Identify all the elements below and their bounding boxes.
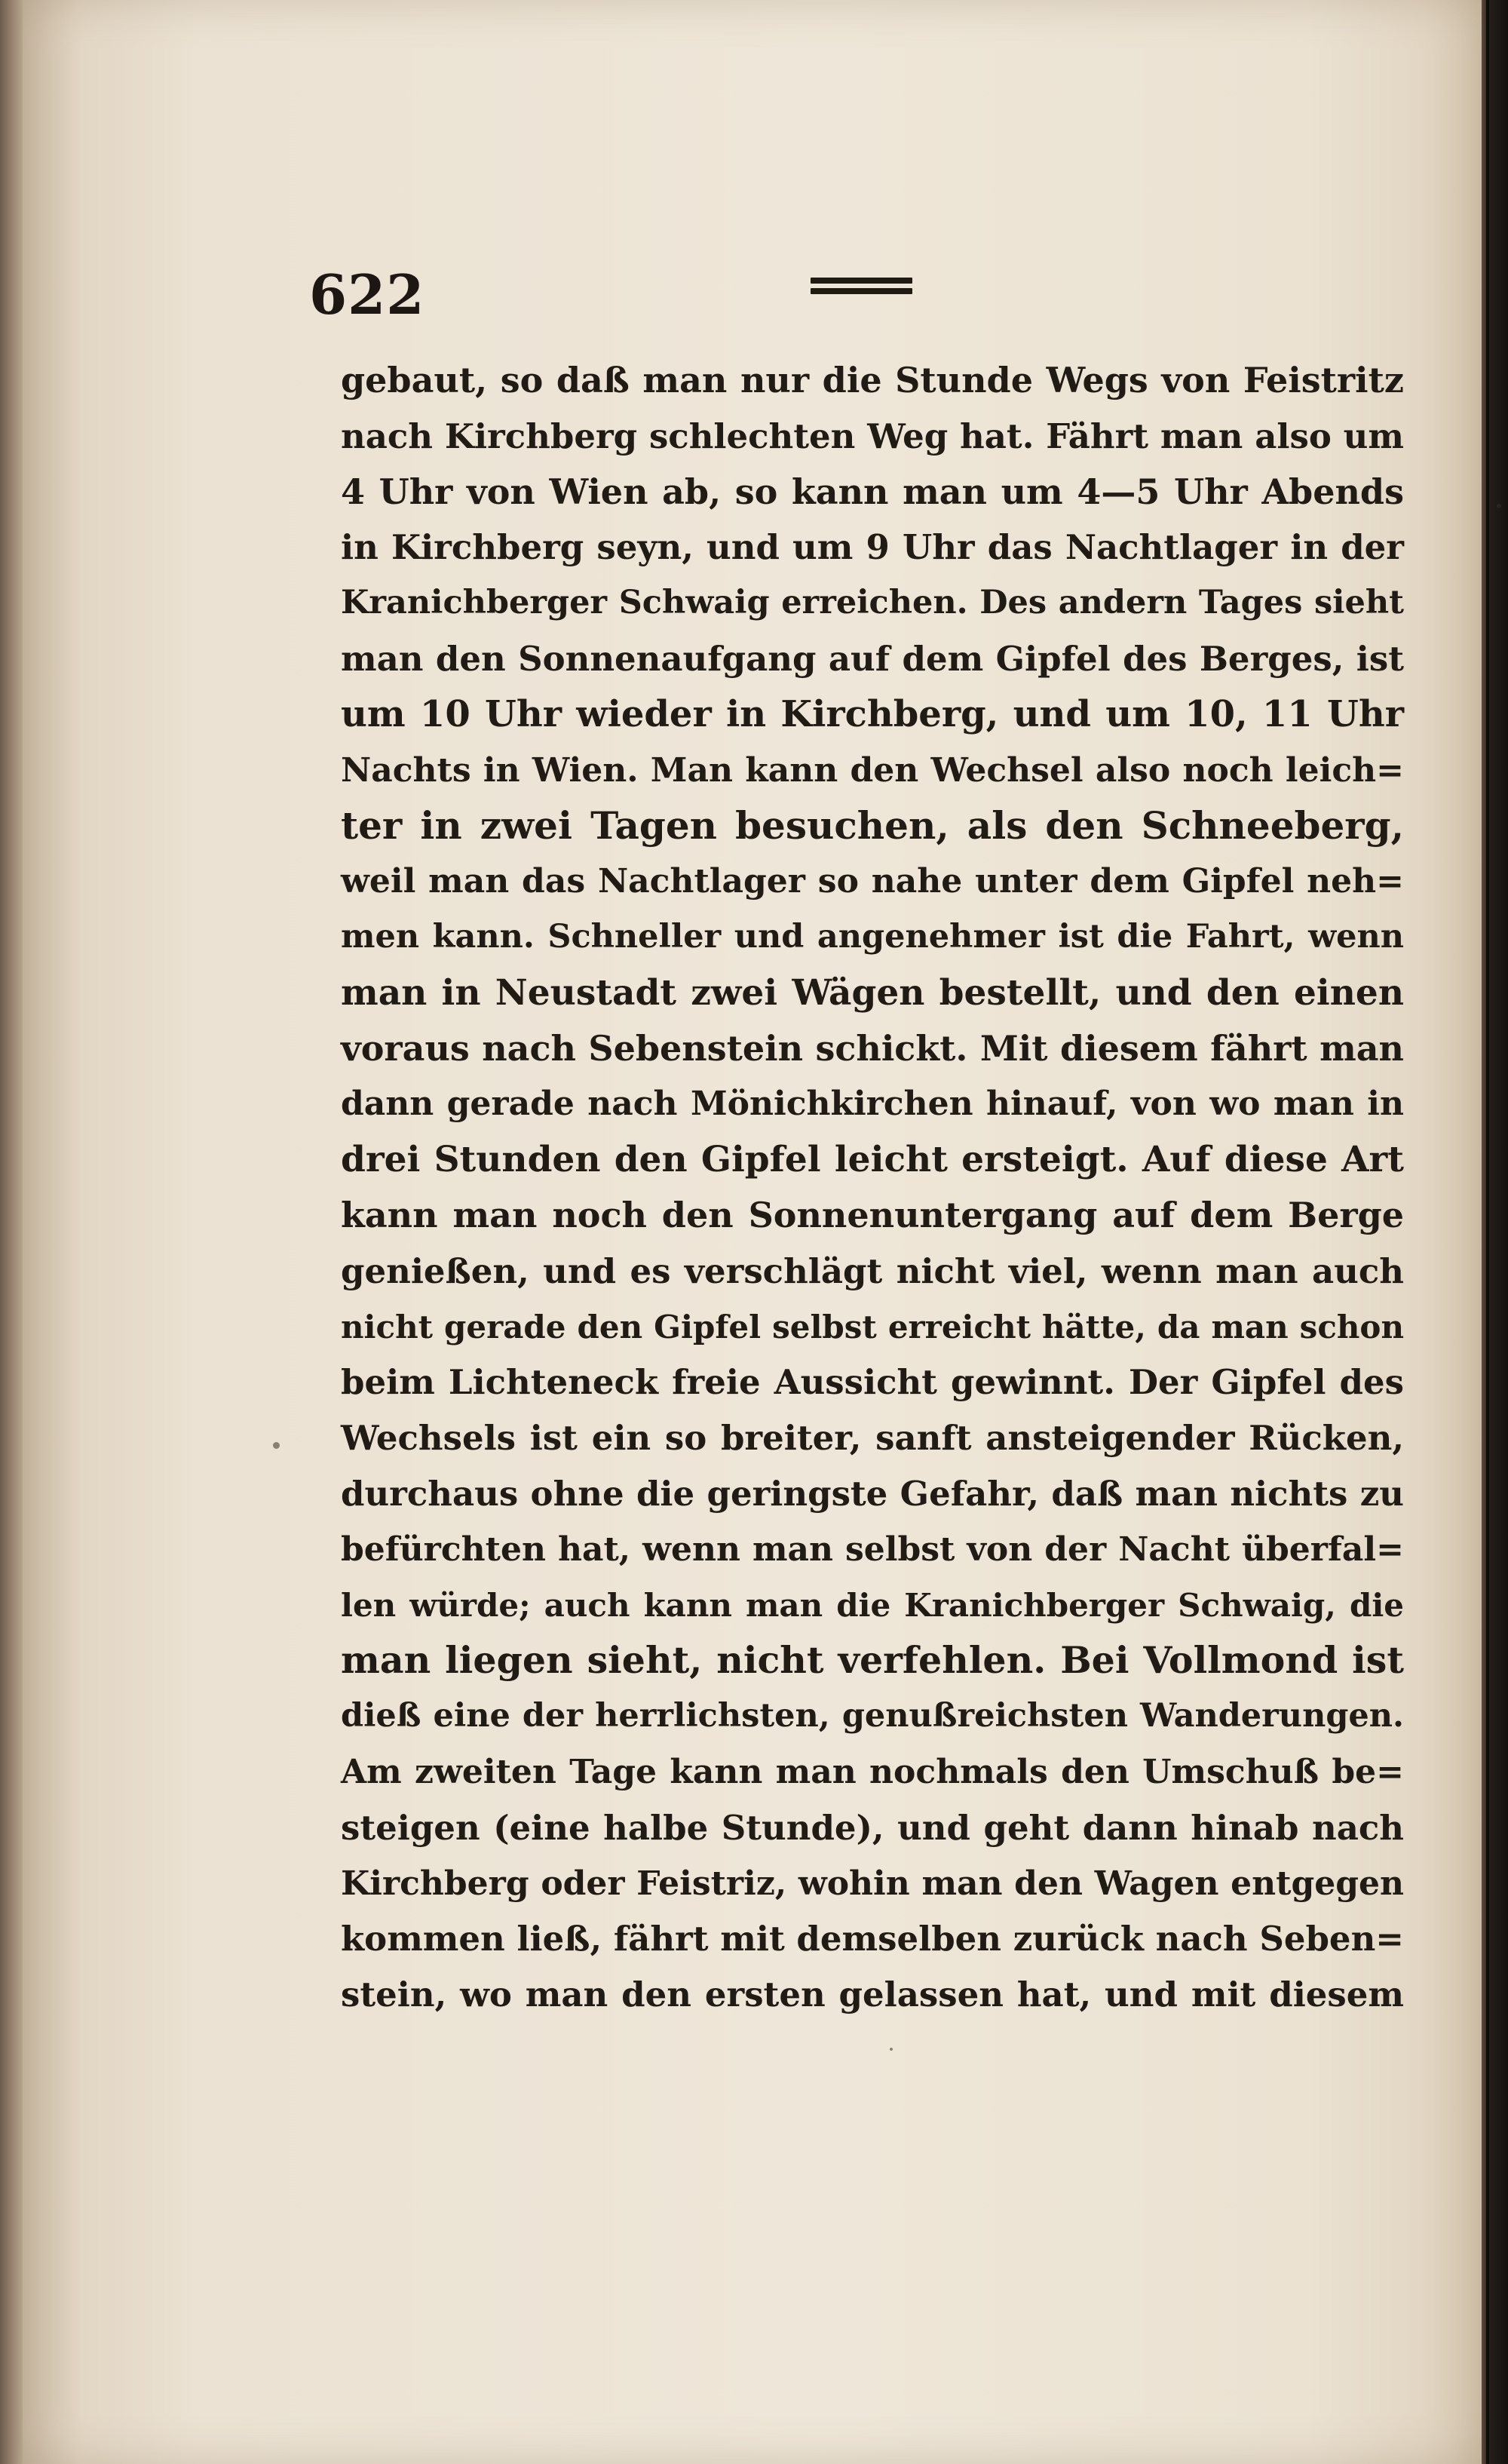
text-line: weil man das Nachtlager so nahe unter dem Gipfel neh= bbox=[341, 862, 1404, 901]
text-line: len würde; auch kann man die Kranichberger Schwaig, die bbox=[341, 1586, 1404, 1624]
paper-speck bbox=[1497, 504, 1501, 508]
text-line: dann gerade nach Mönichkirchen hinauf, von wo man in bbox=[341, 1085, 1404, 1124]
page-number: 622 bbox=[309, 262, 425, 327]
text-line: Kirchberg oder Feistriz, wohin man den Wagen entgegen bbox=[341, 1864, 1404, 1903]
text-line: 4 Uhr von Wien ab, so kann man um 4—5 Uhr Abends bbox=[341, 471, 1404, 512]
text-line: Nachts in Wien. Man kann den Wechsel also noch leich= bbox=[341, 750, 1404, 790]
text-line: man liegen sieht, nicht verfehlen. Bei Vollmond ist bbox=[341, 1638, 1404, 1683]
text-line: Kranichberger Schwaig erreichen. Des andern Tages sieht bbox=[341, 584, 1404, 622]
paper-speck bbox=[890, 2048, 893, 2051]
text-line: in Kirchberg seyn, und um 9 Uhr das Nachtlager in der bbox=[341, 527, 1404, 568]
header-rule-bar bbox=[811, 278, 912, 284]
text-line: voraus nach Sebenstein schickt. Mit diesem fährt man bbox=[341, 1027, 1404, 1069]
text-line: steigen (eine halbe Stunde), und geht dann hinab nach bbox=[341, 1807, 1404, 1848]
text-line: kommen ließ, fährt mit demselben zurück nach Seben= bbox=[341, 1919, 1404, 1959]
text-line: men kann. Schneller und angenehmer ist die Fahrt, wenn bbox=[341, 917, 1404, 956]
text-line: stein, wo man den ersten gelassen hat, und mit diesem bbox=[341, 1975, 1404, 2015]
text-line: genießen, und es verschlägt nicht viel, wenn man auch bbox=[341, 1250, 1404, 1291]
text-line: beim Lichteneck freie Aussicht gewinnt. Der Gipfel des bbox=[341, 1362, 1404, 1403]
body-text bbox=[341, 353, 1404, 2023]
text-line: durchaus ohne die geringste Gefahr, daß man nichts zu bbox=[341, 1473, 1404, 1514]
paper-speck bbox=[273, 1442, 280, 1449]
book-spine-edge bbox=[0, 0, 23, 2464]
text-line: nach Kirchberg schlechten Weg hat. Fährt man also um bbox=[341, 416, 1404, 456]
header-rule-ornament bbox=[811, 278, 912, 297]
text-line: kann man noch den Sonnenuntergang auf dem Berge bbox=[341, 1194, 1404, 1235]
page-gutter-shadow bbox=[1482, 0, 1508, 2464]
text-line: man in Neustadt zwei Wägen bestellt, und den einen bbox=[341, 971, 1404, 1014]
text-line: Wechsels ist ein so breiter, sanft ansteigender Rücken, bbox=[341, 1418, 1404, 1459]
text-line: nicht gerade den Gipfel selbst erreicht hätte, da man schon bbox=[341, 1308, 1404, 1346]
text-line: gebaut, so daß man nur die Stunde Wegs von Feistritz bbox=[341, 360, 1404, 400]
text-line: man den Sonnenaufgang auf dem Gipfel des Berges, ist bbox=[341, 638, 1404, 679]
text-line: dieß eine der herrlichsten, genußreichsten Wanderungen. bbox=[341, 1697, 1404, 1735]
header-rule-bar bbox=[811, 288, 912, 294]
text-line: ter in zwei Tagen besuchen, als den Schneeberg, bbox=[341, 803, 1404, 848]
text-line: um 10 Uhr wieder in Kirchberg, und um 10, 11 Uhr bbox=[341, 692, 1404, 735]
text-line: befürchten hat, wenn man selbst von der Nacht überfal= bbox=[341, 1530, 1404, 1569]
text-line: drei Stunden den Gipfel leicht ersteigt. Auf diese Art bbox=[341, 1139, 1404, 1181]
text-line: Am zweiten Tage kann man nochmals den Umschuß be= bbox=[341, 1752, 1404, 1791]
